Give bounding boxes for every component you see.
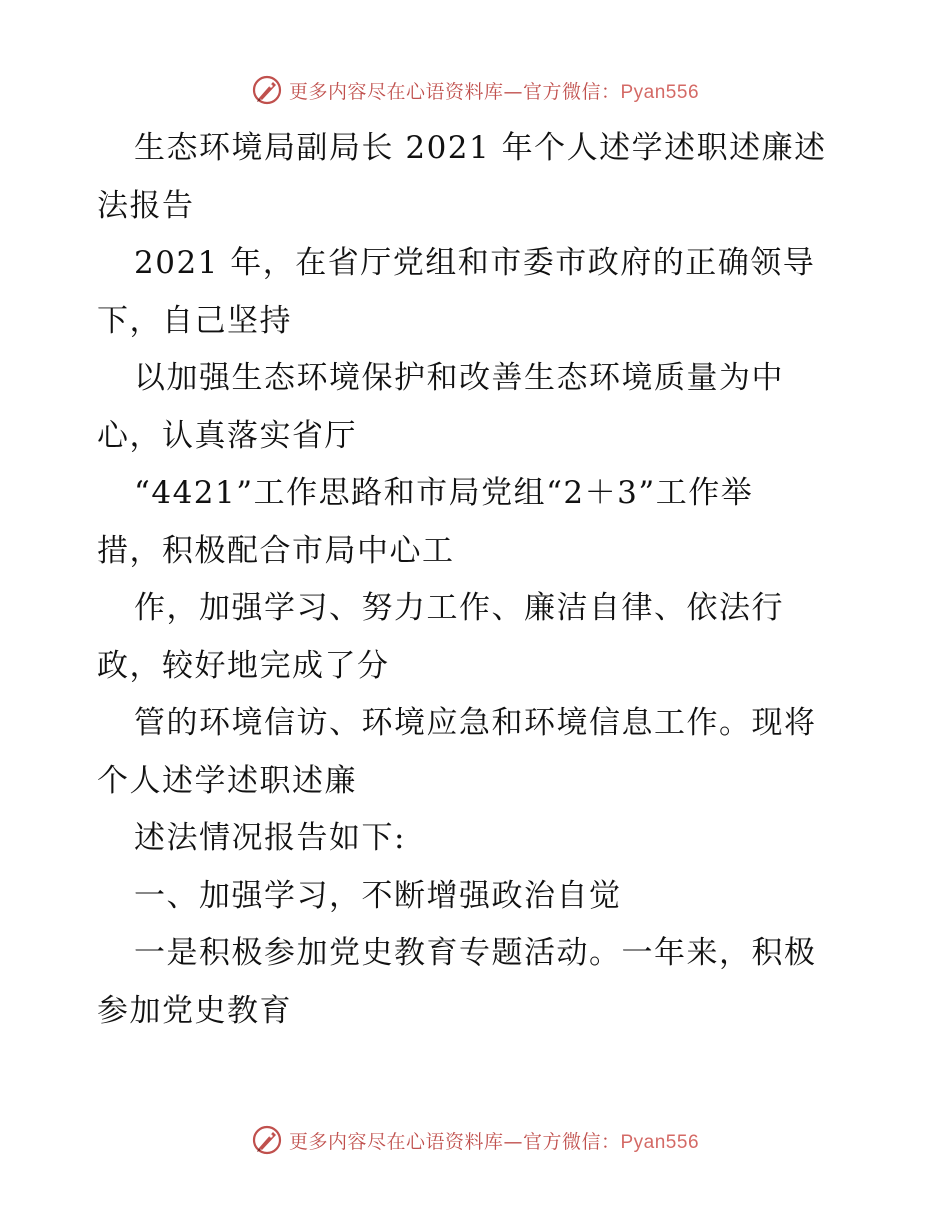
document-body bbox=[97, 120, 857, 1040]
paragraph-line: 下，自己坚持 bbox=[97, 302, 292, 339]
footer-watermark bbox=[0, 1122, 950, 1158]
title-line-2: 法报告 bbox=[97, 187, 195, 224]
paragraph-line: 个人述学述职述廉 bbox=[97, 762, 357, 799]
paragraph-line: 政，较好地完成了分 bbox=[97, 647, 390, 684]
section-heading: 一、加强学习，不断增强政治自觉 bbox=[134, 877, 622, 914]
paragraph-line: “4421”工作思路和市局党组“2＋3”工作举 bbox=[134, 475, 754, 511]
watermark-text: 更多内容尽在心语资料库—官方微信：Pyan556 bbox=[288, 1130, 700, 1153]
paragraph-line: 一是积极参加党史教育专题活动。一年来，积极 bbox=[134, 935, 817, 971]
paragraph-line: 管的环境信访、环境应急和环境信息工作。现将 bbox=[134, 705, 817, 741]
paragraph-line: 措，积极配合市局中心工 bbox=[97, 532, 455, 569]
paragraph-line: 参加党史教育 bbox=[97, 992, 292, 1029]
paragraph-line: 以加强生态环境保护和改善生态环境质量为中 bbox=[134, 360, 784, 396]
title-line-1: 生态环境局副局长 2021 年个人述学述职述廉述 bbox=[134, 130, 827, 166]
header-watermark bbox=[0, 72, 950, 108]
paragraph-line: 作，加强学习、努力工作、廉洁自律、依法行 bbox=[134, 590, 784, 626]
paragraph-line: 心，认真落实省厅 bbox=[97, 417, 357, 454]
watermark-text: 更多内容尽在心语资料库—官方微信：Pyan556 bbox=[288, 80, 700, 103]
quill-pen-icon bbox=[251, 1124, 283, 1156]
paragraph-line: 述法情况报告如下: bbox=[134, 820, 406, 856]
quill-pen-icon bbox=[251, 74, 283, 106]
paragraph-line: 2021 年，在省厅党组和市委市政府的正确领导 bbox=[134, 245, 816, 281]
